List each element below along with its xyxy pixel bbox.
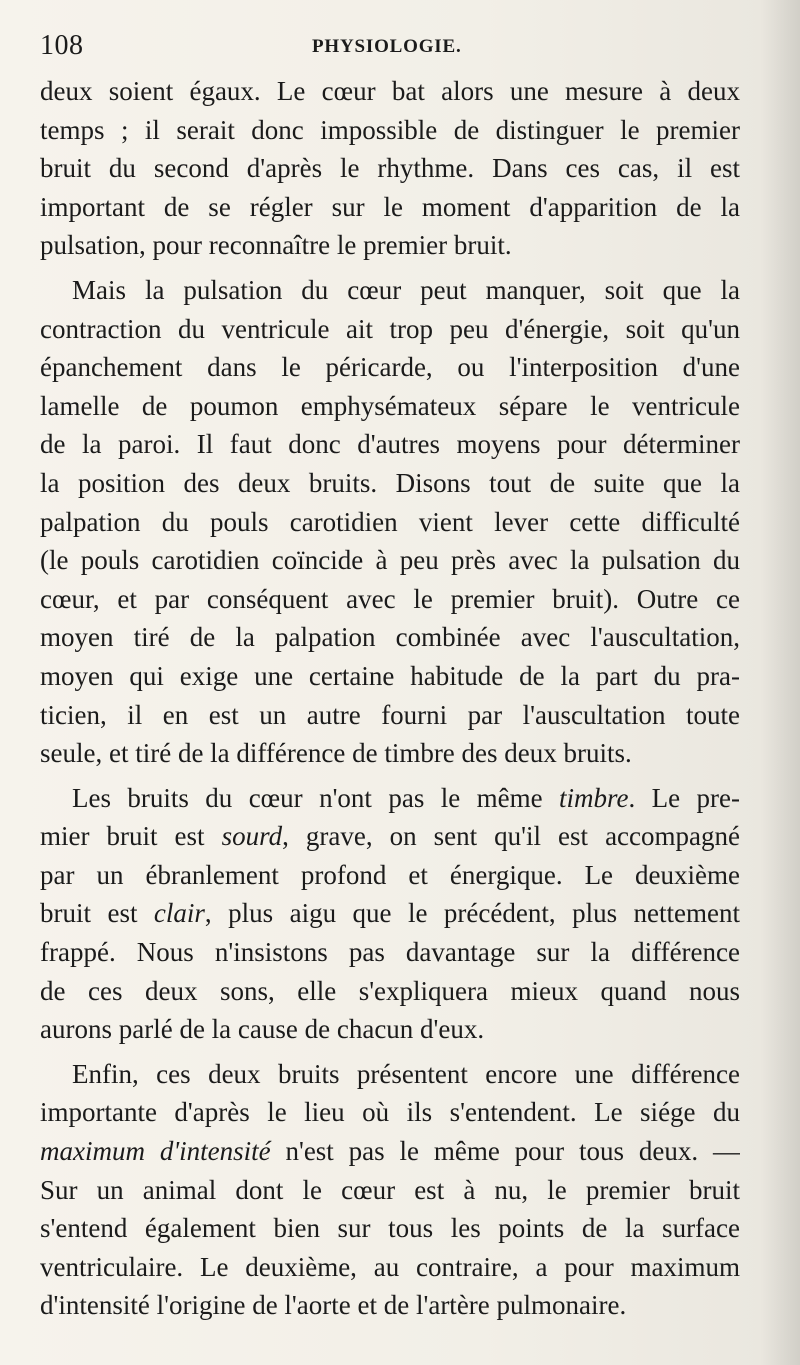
text-segment: contraction du ventricule ait trop peu d'énergie, soit qu'un — [40, 313, 740, 344]
text-segment: . Le pre- — [628, 782, 740, 813]
text-line — [40, 1132, 740, 1171]
text-line — [40, 1093, 740, 1132]
text-segment: , plus aigu que le précédent, plus nettement — [204, 898, 740, 929]
paragraph — [40, 779, 740, 1049]
text-line — [40, 972, 740, 1011]
text-line — [40, 503, 740, 542]
text-segment: importante d'après le lieu où ils s'entendent. Le siége du — [40, 1097, 740, 1128]
page-edge-shadow — [760, 0, 800, 1365]
text-line — [40, 226, 740, 265]
text-line — [40, 734, 740, 773]
text-line — [40, 348, 740, 387]
text-line — [40, 696, 740, 735]
text-segment: seule, et tiré de la différence de timbre des deux bruits. — [40, 738, 632, 769]
text-line — [40, 779, 740, 818]
text-line — [40, 933, 740, 972]
text-segment: Enfin, ces deux bruits présentent encore une différence — [72, 1058, 740, 1089]
text-line — [40, 580, 740, 619]
text-segment: cœur, et par conséquent avec le premier bruit). Outre ce — [40, 583, 740, 614]
text-segment: ticien, il en est un autre fourni par l'auscultation toute — [40, 699, 740, 730]
text-line — [40, 1055, 740, 1094]
text-line — [40, 310, 740, 349]
text-segment: (le pouls carotidien coïncide à peu près avec la pulsation du — [40, 545, 740, 576]
text-segment: deux soient égaux. Le cœur bat alors une mesure à deux — [40, 76, 740, 106]
text-line — [40, 1010, 740, 1049]
body-text — [40, 72, 740, 1325]
text-line — [40, 1209, 740, 1248]
text-segment: épanchement dans le péricarde, ou l'interposition d'une — [40, 352, 740, 383]
text-line — [40, 1248, 740, 1287]
running-head — [40, 30, 740, 62]
text-segment: important de se régler sur le moment d'apparition de la — [40, 191, 740, 222]
text-segment: Sur un animal dont le cœur est à nu, le premier bruit — [40, 1174, 740, 1205]
text-line — [40, 541, 740, 580]
text-segment: d'intensité l'origine de l'aorte et de l'artère pulmonaire. — [40, 1290, 627, 1321]
text-segment: de ces deux sons, elle s'expliquera mieux quand nous — [40, 975, 740, 1006]
text-segment: moyen qui exige une certaine habitude de la part du pra- — [40, 660, 740, 691]
text-segment: bruit est — [40, 898, 154, 929]
text-line — [40, 425, 740, 464]
italic-term: sourd — [221, 821, 283, 852]
italic-term: timbre — [559, 782, 629, 813]
text-line — [40, 464, 740, 503]
text-segment: Les bruits du cœur n'ont pas le même — [72, 782, 559, 813]
text-segment: temps ; il serait donc impossible de distinguer le premier — [40, 114, 740, 145]
text-line — [40, 271, 740, 310]
text-segment: , grave, on sent qu'il est accompagné — [282, 821, 740, 852]
text-segment: de la paroi. Il faut donc d'autres moyens pour déterminer — [40, 429, 740, 460]
text-segment: la position des deux bruits. Disons tout de suite que la — [40, 467, 740, 498]
text-segment: ventriculaire. Le deuxième, au contraire, a pour maximum — [40, 1251, 740, 1282]
text-line — [40, 1171, 740, 1210]
text-segment: par un ébranlement profond et énergique. Le deuxième — [40, 859, 740, 890]
text-segment: palpation du pouls carotidien vient lever cette difficulté — [40, 506, 740, 537]
paragraph — [40, 72, 740, 265]
page-number: 108 — [40, 30, 84, 61]
text-line — [40, 894, 740, 933]
paragraph — [40, 271, 740, 773]
italic-term: clair — [153, 898, 205, 929]
text-line — [40, 817, 740, 856]
text-line — [40, 72, 740, 111]
italic-term: maximum d'intensité — [40, 1136, 271, 1167]
text-segment: mier bruit est — [40, 821, 222, 852]
text-segment: Mais la pulsation du cœur peut manquer, soit que la — [72, 274, 740, 305]
text-segment: aurons parlé de la cause de chacun d'eux. — [40, 1014, 485, 1045]
text-segment: moyen tiré de la palpation combinée avec l'auscultation, — [40, 622, 740, 653]
text-line — [40, 188, 740, 227]
text-segment: frappé. Nous n'insistons pas davantage sur la différence — [40, 937, 740, 968]
text-segment: lamelle de poumon emphysémateux sépare le ventricule — [40, 390, 740, 421]
text-line — [40, 657, 740, 696]
text-segment: n'est pas le même pour tous deux. — — [270, 1136, 740, 1167]
text-line — [40, 387, 740, 426]
text-line — [40, 149, 740, 188]
text-line — [40, 618, 740, 657]
text-line — [40, 856, 740, 895]
text-segment: pulsation, pour reconnaître le premier bruit. — [40, 230, 512, 261]
text-line — [40, 111, 740, 150]
text-line — [40, 1286, 740, 1325]
paragraph — [40, 1055, 740, 1325]
running-title: PHYSIOLOGIE. — [312, 36, 462, 57]
text-segment: bruit du second d'après le rhythme. Dans ces cas, il est — [40, 153, 740, 184]
text-segment: s'entend également bien sur tous les points de la surface — [40, 1213, 740, 1244]
